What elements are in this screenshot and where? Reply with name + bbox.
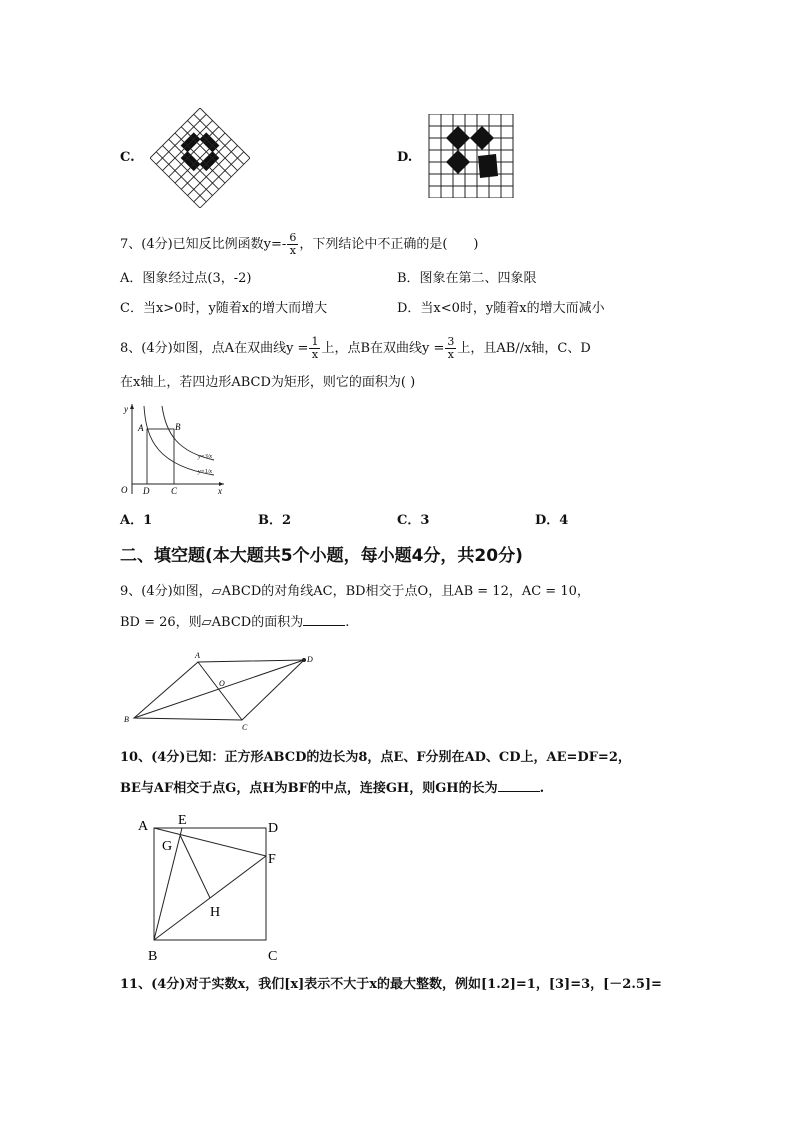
label-curve-1: y=1/x bbox=[198, 469, 213, 475]
section-title: 二、填空题(本大题共5个小题，每小题4分，共20分) bbox=[120, 546, 523, 566]
label-b: B bbox=[148, 949, 158, 964]
label-y: y bbox=[124, 404, 128, 414]
label-curve-3: y=3/x bbox=[198, 454, 213, 460]
answer-blank[interactable] bbox=[498, 779, 540, 792]
q9-stem-line2: BD = 26，则▱ABCD的面积为 . bbox=[120, 615, 350, 630]
q7-fraction: $\frac{6}{x}$ bbox=[289, 231, 297, 257]
q10-figure bbox=[130, 808, 290, 966]
q8-option-b: B．2 bbox=[258, 513, 292, 528]
q6-option-c-label: C. bbox=[120, 150, 135, 165]
label-g: G bbox=[162, 839, 173, 854]
q9-stem-line1: 9、(4分)如图，▱ABCD的对角线AC，BD相交于点O，且AB = 12，AC = 10， bbox=[120, 584, 590, 599]
label-b: B bbox=[124, 715, 129, 724]
curve-y-1-over-x bbox=[144, 406, 214, 475]
diagonal-bd bbox=[134, 660, 304, 718]
q7-option-b: B．图象在第二、四象限 bbox=[397, 271, 537, 286]
q8-option-c: C．3 bbox=[397, 513, 430, 528]
label-a: A bbox=[138, 423, 144, 433]
q11-stem-line1: 11、(4分)对于实数x，我们[x]表示不大于x的最大整数，例如[1.2]=1，[3]=3，[－2.5]= bbox=[120, 977, 662, 992]
diamond-shape bbox=[446, 126, 470, 150]
label-o: O bbox=[121, 485, 128, 495]
segment-gh bbox=[180, 835, 210, 898]
diagonal-ac bbox=[198, 662, 242, 720]
label-x: x bbox=[218, 486, 222, 496]
label-a: A bbox=[195, 651, 200, 660]
q10-stem-line2: BE与AF相交于点G，点H为BF的中点，连接GH，则GH的长为 . bbox=[120, 781, 545, 796]
y-axis-arrow bbox=[130, 404, 134, 409]
answer-blank[interactable] bbox=[303, 613, 345, 626]
point-d bbox=[302, 658, 306, 662]
q8-fraction-1: $\frac{1}{x}$ bbox=[311, 335, 319, 361]
label-a: A bbox=[138, 819, 149, 834]
q10-stem-line1: 10、(4分)已知：正方形ABCD的边长为8，点E、F分别在AD、CD上，AE=DF=2， bbox=[120, 750, 631, 765]
square-shape bbox=[478, 154, 498, 178]
q8-stem-line2: 在x轴上，若四边形ABCD为矩形，则它的面积为( ) bbox=[120, 375, 416, 390]
label-f: F bbox=[268, 852, 276, 867]
q8-option-d: D．4 bbox=[535, 513, 569, 528]
label-d: D bbox=[307, 655, 313, 664]
label-c: C bbox=[242, 723, 248, 732]
label-c: C bbox=[268, 949, 278, 964]
q8-fraction-2: $\frac{3}{x}$ bbox=[447, 335, 455, 361]
label-o: O bbox=[219, 679, 225, 688]
label-d: D bbox=[143, 486, 150, 496]
label-c: C bbox=[171, 486, 178, 496]
q8-figure bbox=[118, 400, 230, 498]
curve-y-3-over-x bbox=[162, 406, 214, 460]
q8-option-a: A．1 bbox=[120, 513, 153, 528]
q7-option-c: C．当x>0时，y随着x的增大而增大 bbox=[120, 301, 328, 316]
q7-option-a: A．图象经过点(3，-2) bbox=[120, 271, 252, 286]
diamond-shape bbox=[470, 126, 494, 150]
q8-stem-line1: 8、(4分)如图，点A在双曲线y = $\frac{1}{x}$ 上，点B在双曲线y = $\frac{3}{x}$ 上，且AB//x轴，C、D bbox=[120, 335, 591, 361]
q6-option-d-figure bbox=[428, 114, 520, 198]
q7-stem: 7、(4分)已知反比例函数y=- $\frac{6}{x}$ ，下列结论中不正确的是( ) bbox=[120, 231, 479, 257]
q6-option-d-label: D. bbox=[397, 150, 413, 165]
label-h: H bbox=[210, 905, 221, 920]
diamond-shape bbox=[446, 150, 470, 174]
q6-option-c-figure bbox=[150, 108, 250, 208]
q9-figure bbox=[118, 648, 328, 738]
label-e: E bbox=[178, 813, 187, 828]
label-b: B bbox=[175, 422, 181, 432]
q7-option-d: D．当x<0时，y随着x的增大而减小 bbox=[397, 301, 605, 316]
label-d: D bbox=[268, 821, 279, 836]
